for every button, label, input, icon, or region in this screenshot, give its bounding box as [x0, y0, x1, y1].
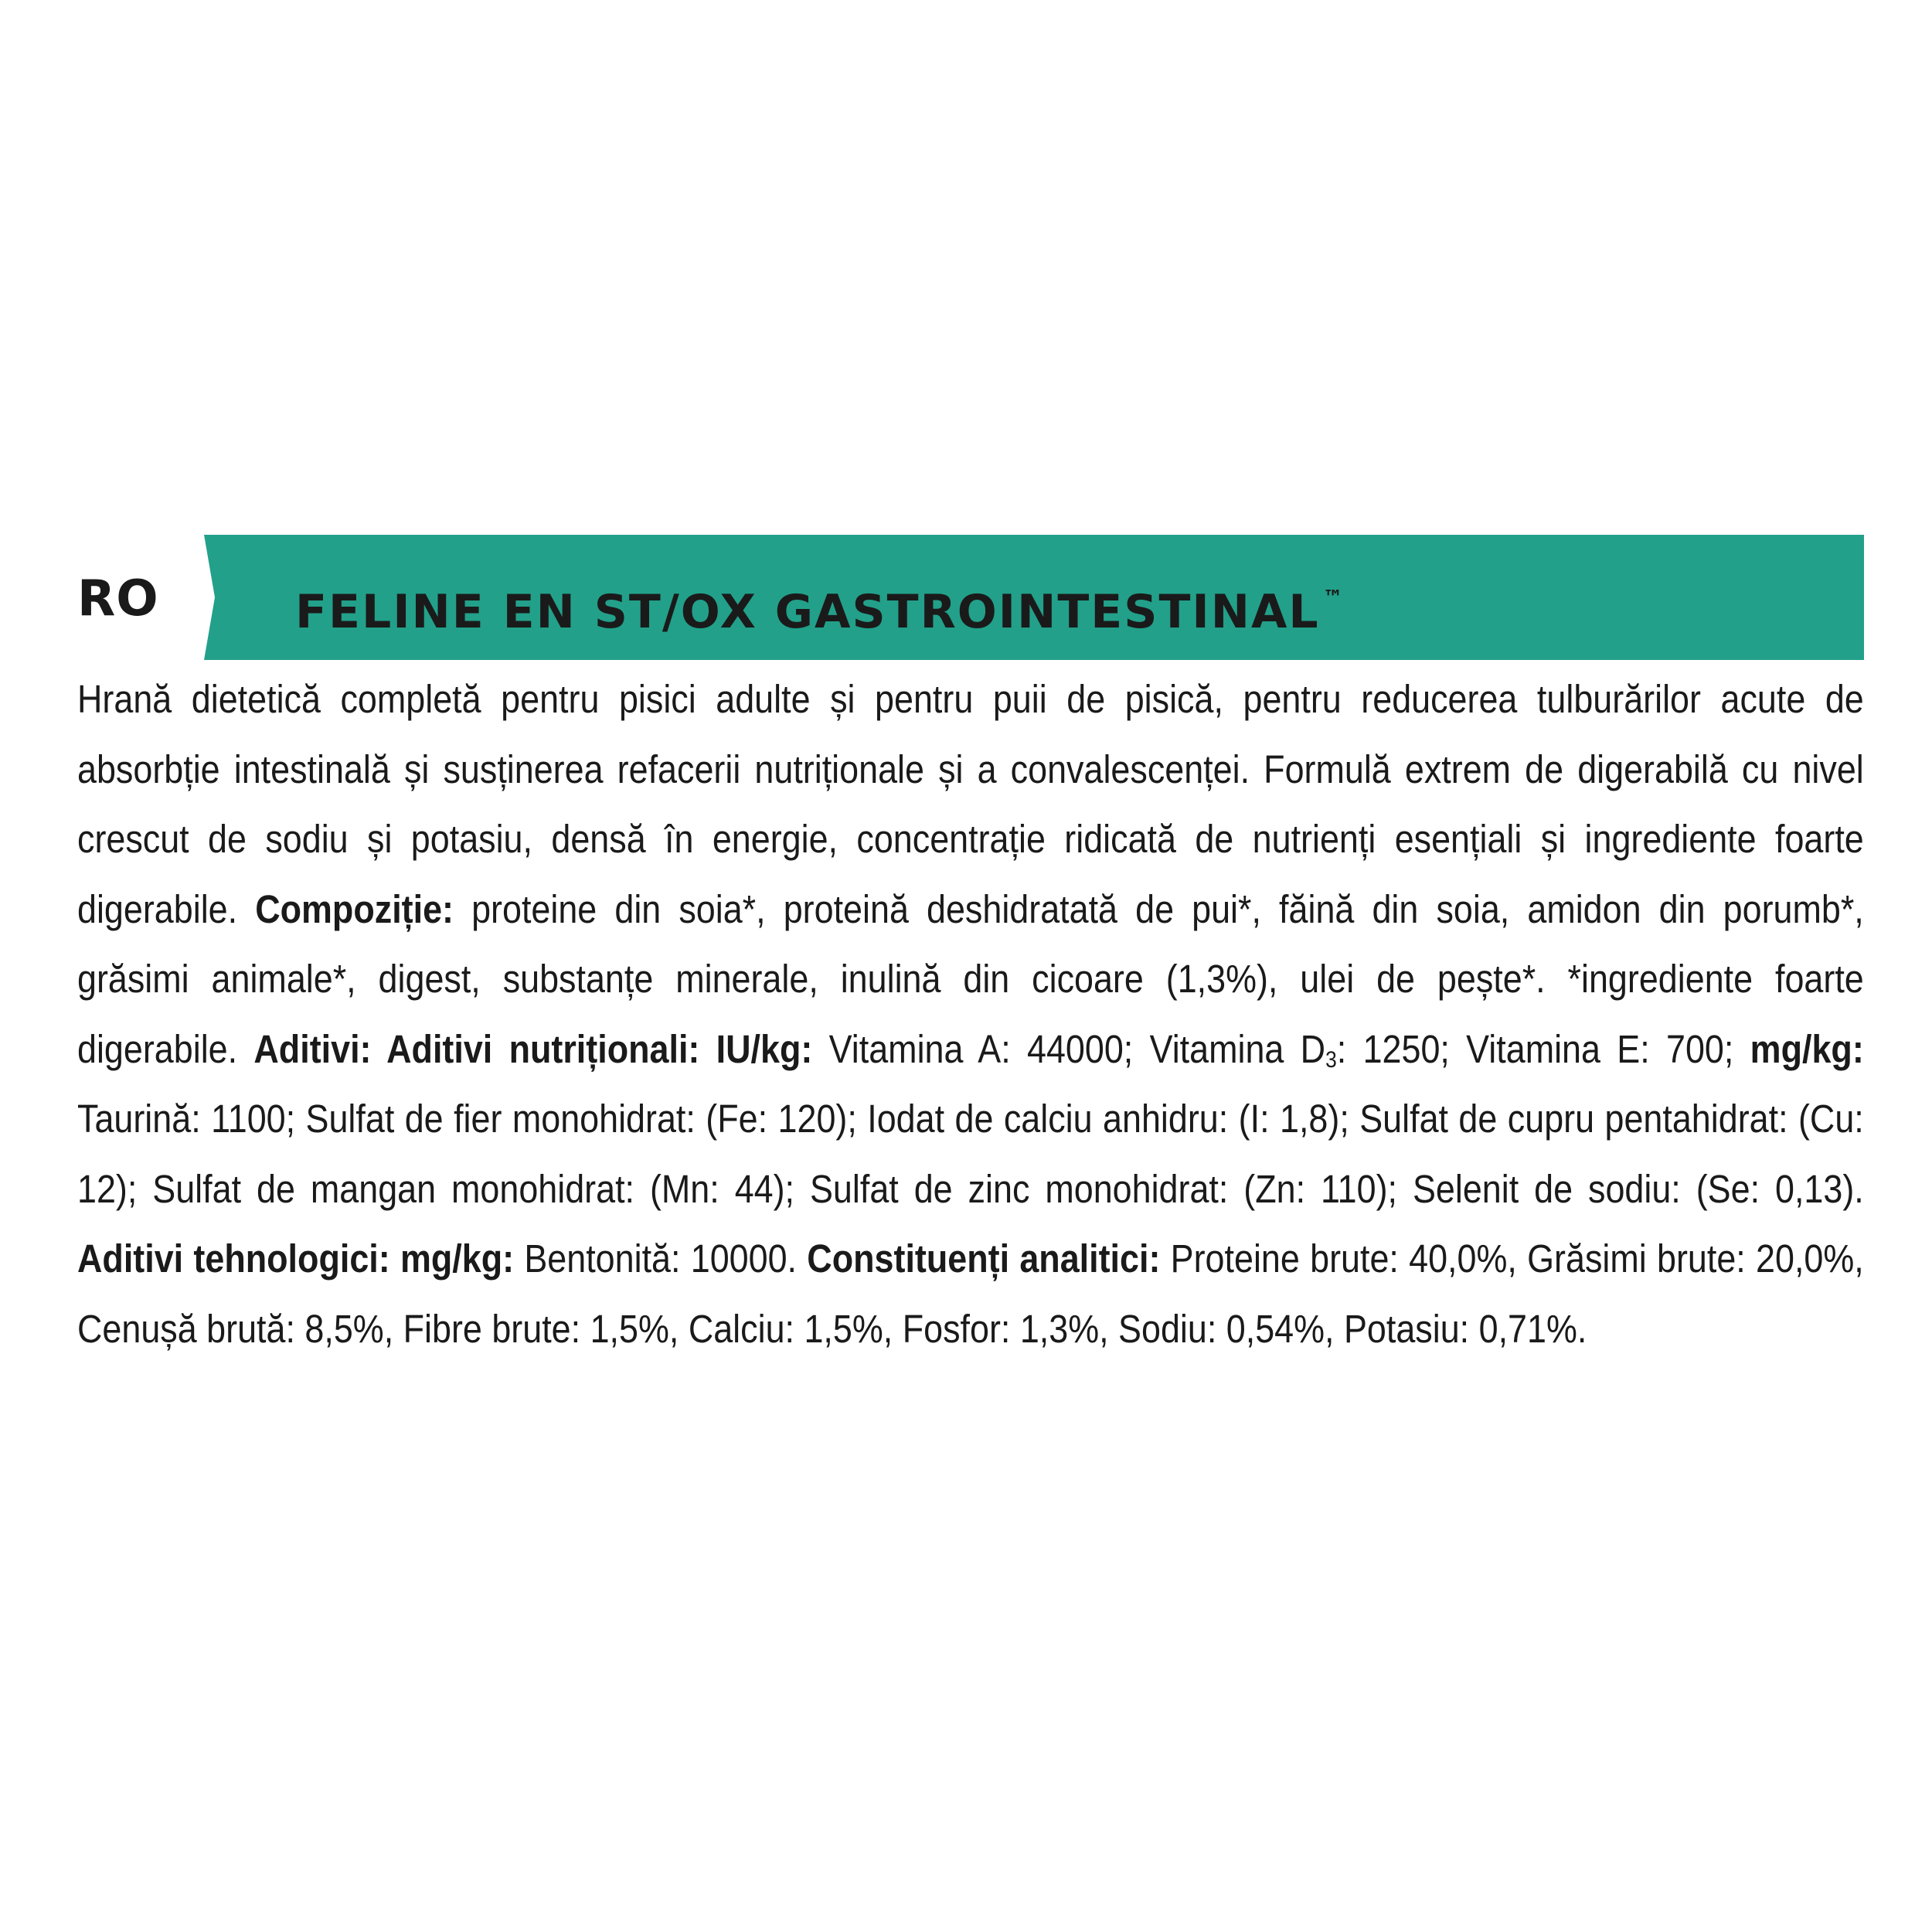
- product-title: [295, 569, 1343, 641]
- tech-additives-text: Bentonită: 10000.: [514, 1236, 808, 1281]
- product-description: [77, 665, 1864, 1364]
- composition-text: proteine din soia*, proteină deshidratată de pui*, făină din soia, amidon din porumb*, grăsimi animale*, digest, substanțe minerale, inulină din cicoare (1,3%), ulei de pește*. *ingrediente foarte digerabile.: [77, 886, 1864, 1071]
- language-code: RO: [77, 570, 159, 628]
- analytical-label: Constituenți analitici:: [807, 1236, 1161, 1281]
- analytical-text: Proteine brute: 40,0%, Grăsimi brute: 20,0%, Cenușă brută: 8,5%, Fibre brute: 1,5%, Calciu: 1,5%, Fosfor: 1,3%, Sodiu: 0,54%, Potasiu: 0,71%.: [77, 1236, 1864, 1351]
- trademark-symbol: ™: [1322, 587, 1343, 610]
- tech-additives-label: Aditivi tehnologici: mg/kg:: [77, 1236, 515, 1281]
- product-title-text: FELINE EN ST/OX GASTROINTESTINAL: [295, 585, 1320, 639]
- minerals-text: Taurină: 1100; Sulfat de fier monohidrat: (Fe: 120); Iodat de calciu anhidru: (I: 1,8); Sulfat de cupru pentahidrat: (Cu: 12); Sulfat de mangan monohidrat: (Mn: 44); Sulfat de zinc monohidrat: (Zn: 110); Selenit de sodiu: (Se: 0,13).: [77, 1097, 1864, 1211]
- vitamin-d-subscript: 3: [1325, 1046, 1337, 1073]
- mgkg-label: mg/kg:: [1750, 1026, 1864, 1071]
- additives-label: Aditivi: Aditivi nutriționali: IU/kg:: [253, 1026, 813, 1071]
- vitamins-text-2: : 1250; Vitamina E: 700;: [1336, 1026, 1750, 1071]
- intro-text: Hrană dietetică completă pentru pisici adulte și pentru puii de pisică, pentru reducerea tulburărilor acute de absorbție intestinală și susținerea refacerii nutriționale și a convalescenței. Formulă extrem de digerabilă cu nivel crescut de sodiu și potasiu, densă în energie, concentrație ridicată de nutrienți esențiali și ingrediente foarte digerabile.: [77, 677, 1864, 931]
- vitamins-text: Vitamina A: 44000; Vitamina D: [812, 1026, 1326, 1071]
- composition-label: Compoziție:: [255, 886, 454, 931]
